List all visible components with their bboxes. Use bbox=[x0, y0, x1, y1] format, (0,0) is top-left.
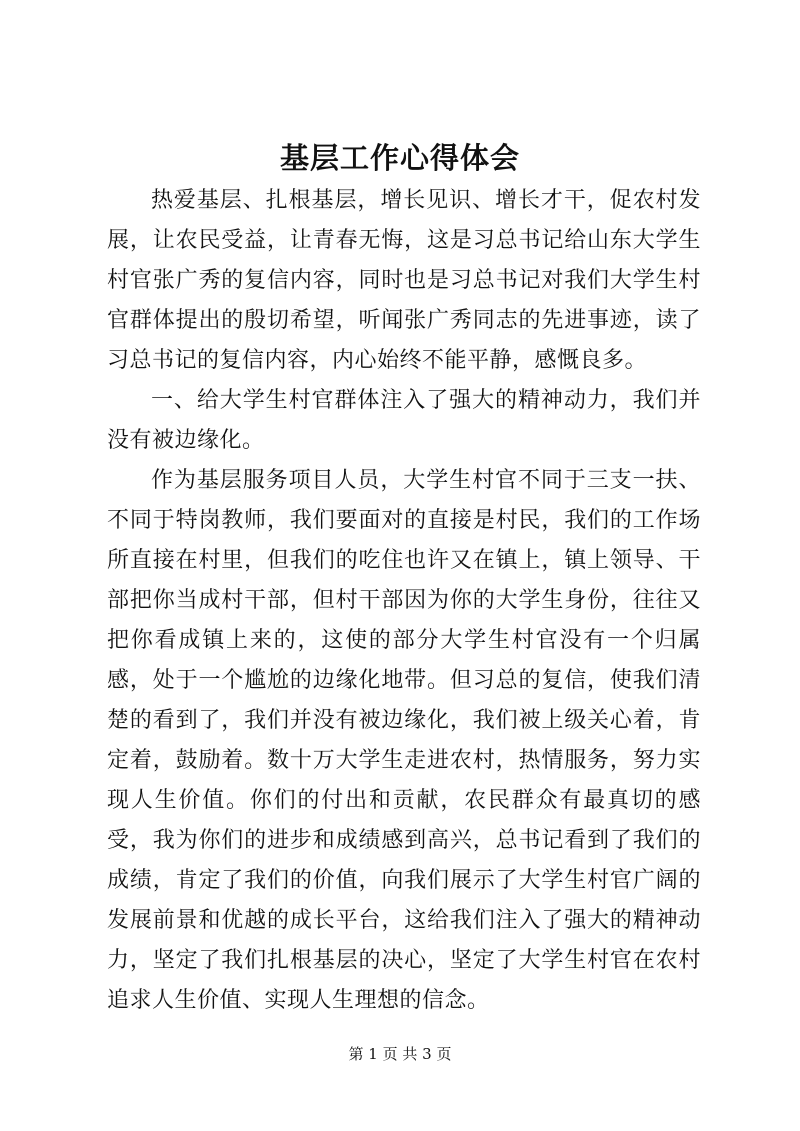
paragraph-section-heading: 一、给大学生村官群体注入了强大的精神动力，我们并没有被边缘化。 bbox=[107, 388, 701, 453]
document-body bbox=[107, 181, 701, 1021]
page-footer: 第 1 页 共 3 页 bbox=[348, 1045, 452, 1063]
document-title: 基层工作心得体会 bbox=[279, 141, 520, 175]
paragraph-intro: 热爱基层、扎根基层，增长见识、增长才干，促农村发展，让农民受益，让青春无悔，这是习总书记给山东大学生村官张广秀的复信内容，同时也是习总书记对我们大学生村官群体提出的殷切希望，听闻张广秀同志的先进事迹，读了习总书记的复信内容，内心始终不能平静，感慨良多。 bbox=[107, 188, 701, 373]
paragraph-section-body: 作为基层服务项目人员，大学生村官不同于三支一扶、不同于特岗教师，我们要面对的直接是村民，我们的工作场所直接在村里，但我们的吃住也许又在镇上，镇上领导、干部把你当成村干部，但村干部因为你的大学生身份，往往又把你看成镇上来的，这使的部分大学生村官没有一个归属感，处于一个尴尬的边缘化地带。但习总的复信，使我们清楚的看到了，我们并没有被边缘化，我们被上级关心着，肯定着，鼓励着。数十万大学生走进农村，热情服务，努力实现人生价值。你们的付出和贡献，农民群众有最真切的感受，我为你们的进步和成绩感到高兴，总书记看到了我们的成绩，肯定了我们的价值，向我们展示了大学生村官广阔的发展前景和优越的成长平台，这给我们注入了强大的精神动力，坚定了我们扎根基层的决心，坚定了大学生村官在农村追求人生价值、实现人生理想的信念。 bbox=[107, 468, 701, 1013]
